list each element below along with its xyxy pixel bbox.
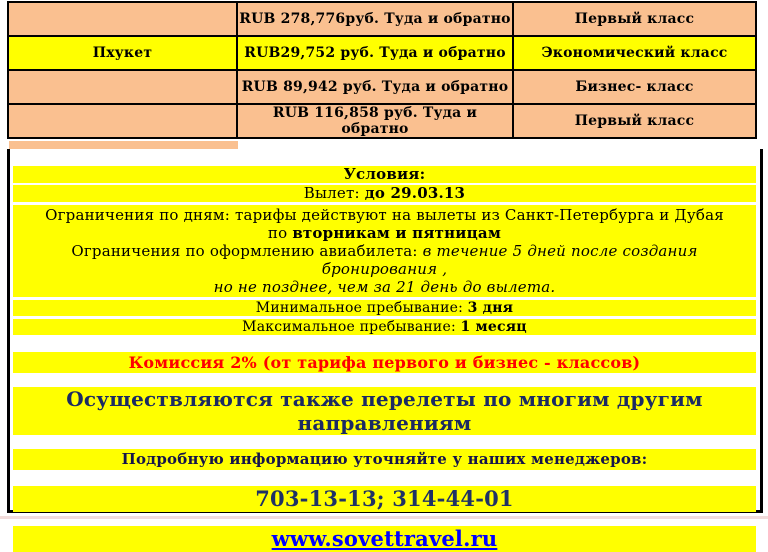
cabin-class-cell: Бизнес- класс [513, 70, 756, 104]
price-cell: RUB 116,858 руб. Туда и обратно [237, 104, 513, 138]
max-stay-value: 1 месяц [460, 319, 527, 335]
fare-table-row [8, 104, 756, 138]
website-line [13, 526, 756, 552]
destination-cell [8, 70, 237, 104]
cabin-class-cell: Экономический класс [513, 36, 756, 70]
destination-cell [8, 2, 237, 36]
cabin-class-cell: Первый класс [513, 104, 756, 138]
fare-table-row [8, 36, 756, 70]
max-stay-label: Максимальное пребывание: [242, 319, 461, 335]
min-stay-line [13, 300, 756, 316]
price-cell: RUB29,752 руб. Туда и обратно [237, 36, 513, 70]
fare-table-row [8, 70, 756, 104]
bottom-rule [0, 516, 768, 519]
ticketing-restriction-line2: но не позднее, чем за 21 день до вылета. [213, 278, 556, 296]
fare-table-row [8, 2, 756, 36]
days-restriction-prefix: по [267, 224, 293, 242]
max-stay-line [13, 319, 756, 335]
min-stay-value: 3 дня [467, 300, 514, 316]
price-cell: RUB 89,942 руб. Туда и обратно [237, 70, 513, 104]
commission-note: Комиссия 2% (от тарифа первого и бизнес - классов) [13, 352, 756, 373]
ticketing-restriction-prefix: Ограничения по оформлению авиабилета: [71, 242, 423, 260]
departure-line [13, 185, 756, 202]
cabin-class-cell: Первый класс [513, 2, 756, 36]
other-flights-note: Осуществляются также перелеты по многим другим направлениям [13, 387, 756, 435]
fare-table [7, 1, 757, 139]
phone-numbers: 703-13-13; 314-44-01 [13, 486, 756, 512]
conditions-title: Условия: [13, 166, 756, 183]
ticketing-restriction-italic1: в течение 5 дней после создания бронирования , [321, 242, 698, 278]
conditions-box [7, 149, 763, 551]
restrictions-block [13, 205, 756, 297]
departure-label: Вылет: [303, 184, 365, 202]
departure-value: до 29.03.13 [364, 184, 466, 202]
price-cell: RUB 278,776руб. Туда и обратно [237, 2, 513, 36]
days-restriction-line1: Ограничения по дням: тарифы действуют на вылеты из Санкт-Петербурга и Дубая [45, 206, 724, 224]
min-stay-label: Минимальное пребывание: [255, 300, 468, 316]
days-restriction-bold: вторникам и пятницам [292, 224, 502, 242]
destination-cell: Пхукет [8, 36, 237, 70]
website-link[interactable]: www.sovettravel.ru [271, 526, 498, 551]
managers-note: Подробную информацию уточняйте у наших менеджеров: [13, 449, 756, 470]
table-column1-tail [9, 141, 238, 149]
destination-cell [8, 104, 237, 138]
days-restriction-line2 [13, 224, 756, 242]
ticketing-restriction-line1 [13, 242, 756, 278]
